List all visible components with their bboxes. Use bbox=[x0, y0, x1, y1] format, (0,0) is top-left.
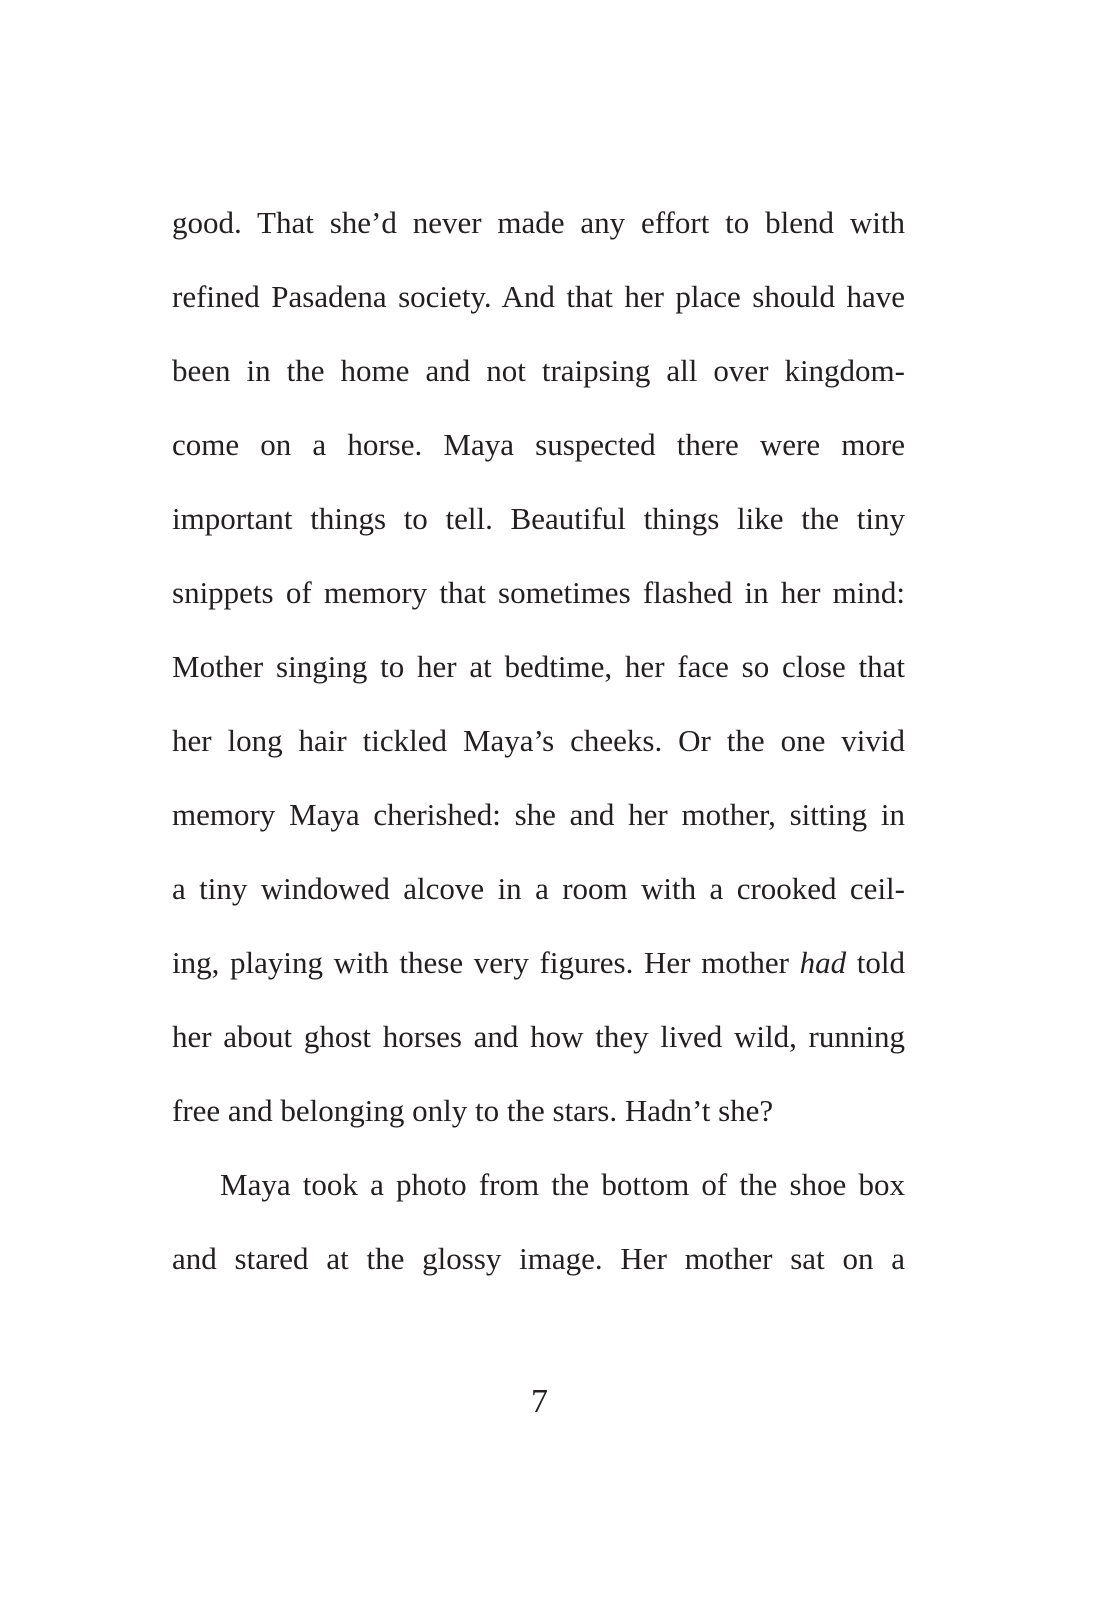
text-line-14-paragraph-start: Maya took a photo from the bottom of the shoe box bbox=[220, 1167, 905, 1202]
text-line-3: been in the home and not traipsing all over kingdom- bbox=[172, 353, 905, 388]
text-line-1: good. That she’d never made any effort to blend with bbox=[172, 205, 905, 240]
text-line-11-end: told bbox=[856, 945, 905, 980]
page-number: 7 bbox=[531, 1383, 548, 1420]
text-line-2: refined Pasadena society. And that her place should have bbox=[172, 279, 905, 314]
body-text bbox=[172, 186, 905, 1296]
text-line-9: memory Maya cherished: she and her mother, sitting in bbox=[172, 797, 905, 832]
text-line-5: important things to tell. Beautiful things like the tiny bbox=[172, 501, 905, 536]
text-line-10: a tiny windowed alcove in a room with a crooked ceil- bbox=[172, 871, 905, 906]
text-line-6: snippets of memory that sometimes flashed in her mind: bbox=[172, 575, 905, 610]
text-line-8: her long hair tickled Maya’s cheeks. Or the one vivid bbox=[172, 723, 905, 758]
text-line-4: come on a horse. Maya suspected there were more bbox=[172, 427, 905, 462]
italic-emphasis: had bbox=[799, 945, 847, 980]
text-line-11 bbox=[172, 926, 905, 1000]
text-line-13: free and belonging only to the stars. Hadn’t she? bbox=[172, 1093, 774, 1128]
text-line-7: Mother singing to her at bedtime, her face so close that bbox=[172, 649, 905, 684]
text-line-11-start: ing, playing with these very figures. Her mother bbox=[172, 945, 789, 980]
text-line-12: her about ghost horses and how they lived wild, running bbox=[172, 1019, 905, 1054]
text-line-15: and stared at the glossy image. Her mother sat on a bbox=[172, 1241, 905, 1276]
